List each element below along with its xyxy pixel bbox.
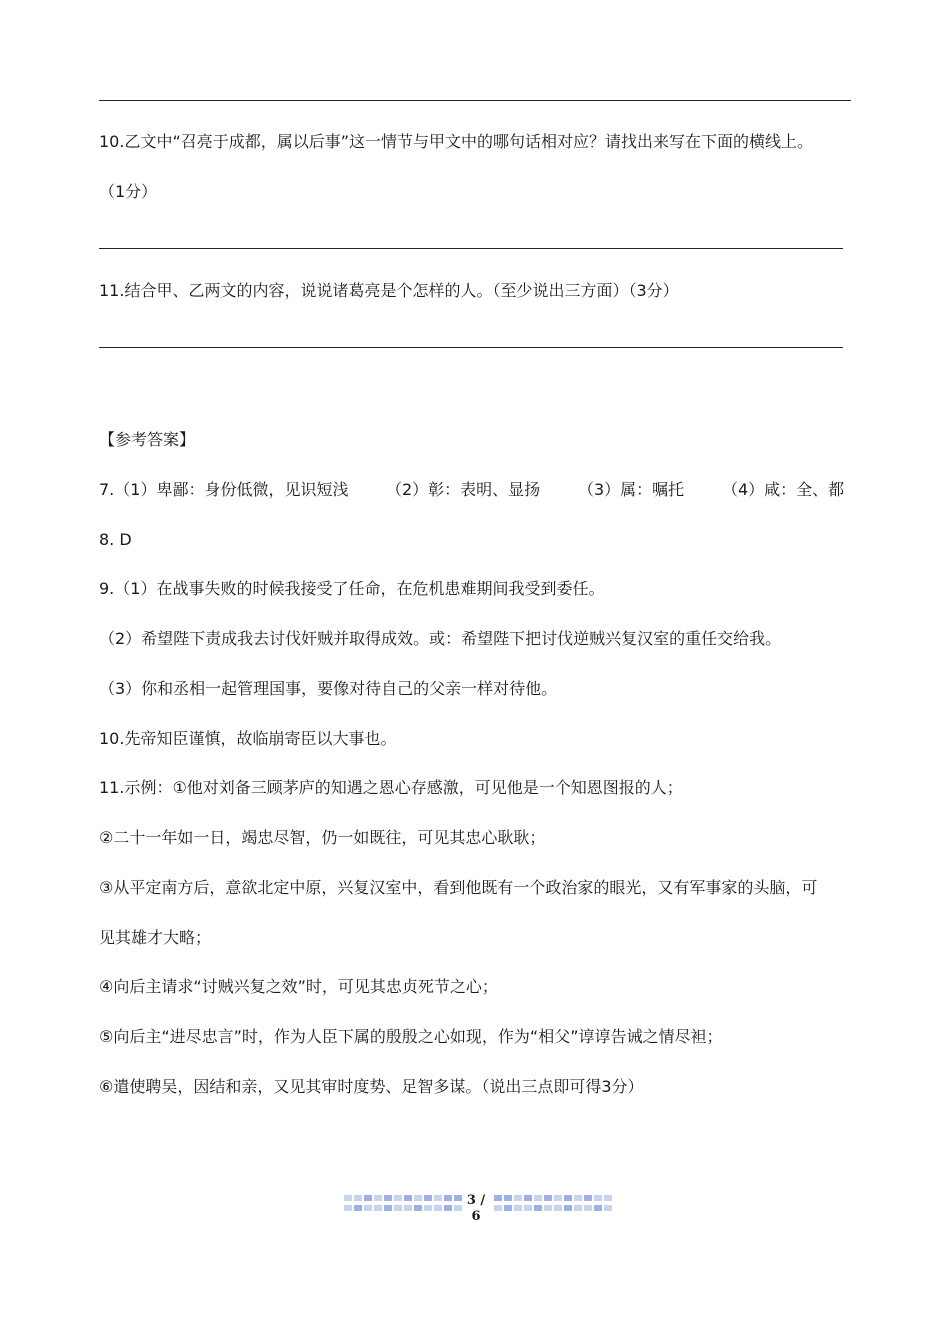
answer-line-q10: [99, 248, 843, 249]
answer-7-part-4: （4）咸：全、都: [722, 480, 845, 499]
answer-7-part-3: （3）属：嘱托: [578, 480, 685, 499]
answer-line-q11: [99, 347, 843, 348]
answer-11-line-3: ③从平定南方后，意欲北定中原，兴复汉室中，看到他既有一个政治家的眼光，又有军事家的头脑，可: [99, 878, 818, 897]
answers-heading: 【参考答案】: [99, 430, 196, 449]
question-10-line-1: 10.乙文中“召亮于成都，属以后事”这一情节与甲文中的哪句话相对应？请找出来写在下面的横线上。: [99, 132, 814, 151]
answer-8: 8. D: [99, 530, 132, 549]
answer-7-part-2: （2）彰：表明、显扬: [386, 480, 541, 499]
answer-11-line-6: ⑤向后主“进尽忠言”时，作为人臣下属的殷殷之心如现，作为“相父”谆谆告诫之情尽袒；: [99, 1027, 723, 1046]
answer-11-line-2: ②二十一年如一日，竭忠尽智，仍一如既往，可见其忠心耿耿；: [99, 828, 546, 847]
answer-9-line-1: 9.（1）在战事失败的时候我接受了任命，在危机患难期间我受到委任。: [99, 579, 605, 598]
answer-line-top: [99, 100, 851, 101]
answer-9-line-2: （2）希望陛下责成我去讨伐奸贼并取得成效。或：希望陛下把讨伐逆贼兴复汉室的重任交给我。: [99, 629, 782, 648]
footer-dots-left: [344, 1195, 462, 1211]
answer-10: 10.先帝知臣谨慎，故临崩寄臣以大事也。: [99, 729, 397, 748]
answer-9-line-3: （3）你和丞相一起管理国事，要像对待自己的父亲一样对待他。: [99, 679, 558, 698]
page-number: 3 / 6: [466, 1193, 486, 1224]
page-footer: [344, 1193, 608, 1224]
question-11-line-1: 11.结合甲、乙两文的内容，说说诸葛亮是个怎样的人。（至少说出三方面）（3分）: [99, 281, 679, 300]
answer-11-line-1: 11.示例：①他对刘备三顾茅庐的知遇之恩心存感激，可见他是一个知恩图报的人；: [99, 778, 683, 797]
answer-11-line-4: 见其雄才大略；: [99, 928, 212, 947]
question-10-line-2: （1分）: [99, 182, 158, 201]
footer-dots-right: [494, 1195, 612, 1211]
answer-11-line-7: ⑥遣使聘吴，因结和亲，又见其审时度势、足智多谋。（说出三点即可得3分）: [99, 1077, 644, 1096]
answer-11-line-5: ④向后主请求“讨贼兴复之效”时，可见其忠贞死节之心；: [99, 977, 498, 996]
answer-7-part-1: 7.（1）卑鄙：身份低微，见识短浅: [99, 480, 349, 499]
